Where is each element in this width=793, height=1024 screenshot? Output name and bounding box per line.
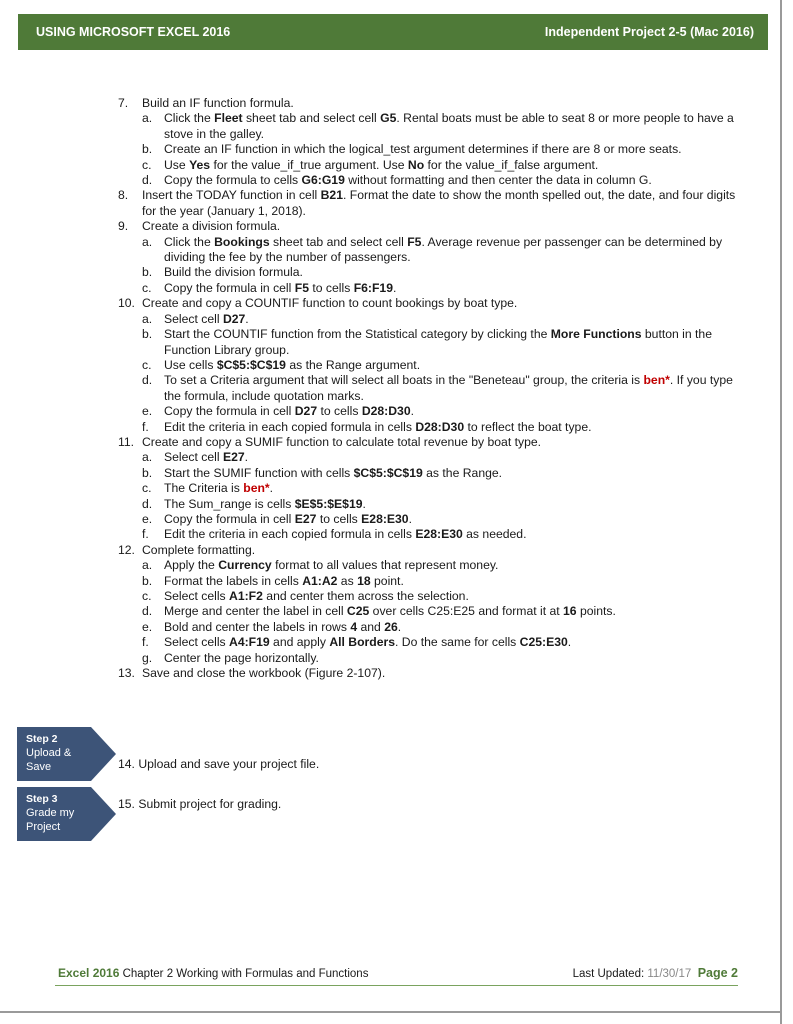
- text-run: Copy the formula in cell: [164, 511, 295, 526]
- text-run: points.: [576, 604, 616, 619]
- text-run: . Format the date to show the month spelled out, the date, and four digits for the year (January 1, 2018).: [142, 188, 736, 218]
- step-2-item: 14. Upload and save your project file.: [118, 757, 320, 771]
- emphasized-term: D28:D30: [361, 404, 411, 419]
- text-run: Center the page horizontally.: [164, 650, 319, 665]
- sub-step-text: [118, 604, 743, 619]
- sub-step-letter: d.: [142, 173, 153, 188]
- sub-step-text: [118, 466, 743, 481]
- sub-step: [118, 604, 743, 619]
- text-run: Click the: [164, 111, 215, 126]
- step-3-label-line1: Grade my: [26, 807, 75, 819]
- emphasized-term: ben*: [643, 373, 670, 388]
- step-3-badge: [17, 787, 116, 841]
- emphasized-term: More Functions: [550, 327, 642, 342]
- sub-step-text: [118, 142, 743, 157]
- text-run: for the value_if_false argument.: [424, 157, 599, 172]
- text-run: without formatting and then center the data in column G.: [344, 173, 652, 188]
- item-number: 8.: [118, 188, 129, 203]
- text-run: sheet tab and select cell: [269, 234, 408, 249]
- text-run: The Sum_range is cells: [164, 496, 295, 511]
- text-run: Start the SUMIF function with cells: [164, 465, 354, 480]
- sub-step-letter: a.: [142, 111, 153, 126]
- text-run: Edit the criteria in each copied formula in cells: [164, 527, 416, 542]
- text-run: .: [397, 619, 402, 634]
- text-run: .: [410, 404, 414, 419]
- sub-step: [118, 497, 743, 512]
- sub-step-text: [118, 420, 743, 435]
- text-run: Use cells: [164, 357, 217, 372]
- emphasized-term: E27: [222, 450, 245, 465]
- text-run: Format the labels in cells: [164, 573, 303, 588]
- text-run: .: [567, 635, 572, 650]
- sub-step-letter: d.: [142, 373, 153, 388]
- emphasized-term: F5: [407, 234, 422, 249]
- instruction-item: [118, 219, 743, 234]
- text-run: .: [362, 496, 366, 511]
- sub-step-letter: e.: [142, 404, 153, 419]
- emphasized-term: G5: [380, 111, 397, 126]
- sub-step-text: [118, 235, 743, 266]
- sub-step: [118, 358, 743, 373]
- text-run: to cells: [316, 511, 362, 526]
- sub-step: [118, 265, 743, 280]
- item-number: 11.: [118, 434, 135, 449]
- sub-step: [118, 527, 743, 542]
- sub-step: [118, 481, 743, 496]
- text-run: and center them across the selection.: [262, 589, 469, 603]
- sub-step-letter: a.: [142, 450, 153, 465]
- sub-step-text: [118, 358, 743, 373]
- step-2-badge: [17, 727, 116, 781]
- emphasized-term: 4: [350, 619, 358, 634]
- sub-step-letter: a.: [142, 234, 153, 249]
- emphasized-term: G6:G19: [301, 173, 345, 188]
- footer-left: [58, 966, 368, 980]
- emphasized-term: D27: [222, 311, 246, 326]
- emphasized-term: 16: [563, 604, 577, 619]
- text-run: as: [337, 573, 358, 588]
- emphasized-term: $C$5:$C$19: [353, 465, 423, 480]
- emphasized-term: 26: [384, 619, 398, 634]
- sub-step-text: [118, 312, 743, 327]
- sub-step-text: [118, 589, 743, 604]
- sub-step-letter: c.: [142, 280, 152, 295]
- emphasized-term: C25: [346, 604, 370, 619]
- sub-step-letter: b.: [142, 265, 153, 280]
- item-text: Create and copy a SUMIF function to calculate total revenue by boat type.: [142, 434, 542, 449]
- step-3-item: 15. Submit project for grading.: [118, 797, 282, 811]
- text-run: Select cells: [164, 589, 230, 603]
- header-project: Independent Project 2-5 (Mac 2016): [544, 25, 754, 39]
- text-run: over cells C25:E25 and format it at: [369, 604, 564, 619]
- sub-step-text: [118, 327, 743, 358]
- sub-step-letter: b.: [142, 573, 153, 588]
- item-number: 9.: [118, 219, 129, 234]
- text-run: Create an IF function in which the logical_test argument determines if there are 8 or more seats.: [164, 142, 682, 157]
- sub-step-text: [118, 373, 743, 404]
- emphasized-term: A4:F19: [229, 635, 270, 650]
- text-run: to cells: [317, 404, 362, 419]
- text-run: Insert the TODAY function in cell: [142, 188, 321, 203]
- sub-step-text: [118, 158, 743, 173]
- page-footer: [58, 966, 738, 980]
- item-text: Create and copy a COUNTIF function to count bookings by boat type.: [142, 296, 518, 311]
- text-run: Apply the: [164, 558, 219, 573]
- emphasized-term: C25:E30: [519, 635, 568, 650]
- text-run: . Rental boats must be able to seat 8 or more people to have a stove in the galley.: [164, 111, 734, 141]
- emphasized-term: Currency: [218, 558, 272, 573]
- sub-step: [118, 466, 743, 481]
- emphasized-term: All Borders: [329, 635, 396, 650]
- sub-step: [118, 173, 743, 188]
- text-run: and: [357, 619, 385, 634]
- emphasized-term: 18: [357, 573, 371, 588]
- sub-step-text: [118, 173, 743, 188]
- sub-step-letter: d.: [142, 604, 153, 619]
- sub-step: [118, 620, 743, 635]
- step-3-title: Step 3: [26, 793, 58, 805]
- sub-step: [118, 281, 743, 296]
- sub-step-text: [118, 620, 743, 635]
- text-run: To set a Criteria argument that will select all boats in the "Beneteau" group, the criteria is: [164, 373, 644, 388]
- sub-step: [118, 373, 743, 404]
- text-run: .: [245, 311, 249, 326]
- sub-step-text: [118, 497, 743, 512]
- text-run: and apply: [269, 635, 330, 650]
- instruction-item: [118, 96, 743, 111]
- sub-step-text: [118, 574, 743, 589]
- sub-step: [118, 158, 743, 173]
- text-run: Copy the formula to cells: [164, 173, 302, 188]
- emphasized-term: Fleet: [214, 111, 243, 126]
- sub-step-letter: c.: [142, 157, 152, 172]
- sub-step: [118, 512, 743, 527]
- text-run: Edit the criteria in each copied formula in cells: [164, 419, 416, 434]
- text-run: . Average revenue per passenger can be determined by dividing the fee by the number of passengers.: [164, 234, 723, 265]
- item-text: Complete formatting.: [142, 542, 256, 557]
- text-run: Bold and center the labels in rows: [164, 619, 351, 634]
- sub-step: [118, 235, 743, 266]
- text-run: .: [393, 280, 397, 295]
- step-2-label-line1: Upload &: [26, 747, 72, 759]
- sub-step: [118, 111, 743, 142]
- footer-course: Excel 2016: [58, 966, 120, 980]
- sub-step: [118, 420, 743, 435]
- instruction-item: [118, 435, 743, 450]
- emphasized-term: Bookings: [214, 234, 270, 249]
- emphasized-term: F6:F19: [353, 280, 393, 295]
- item-text: Build an IF function formula.: [142, 96, 294, 110]
- sub-step-letter: a.: [142, 558, 153, 573]
- sub-step-letter: c.: [142, 481, 152, 496]
- text-run: to cells: [308, 280, 354, 295]
- sub-step-letter: g.: [142, 650, 153, 665]
- sub-step-text: [118, 558, 743, 573]
- emphasized-term: $E$5:$E$19: [294, 496, 363, 511]
- sub-step-letter: c.: [142, 357, 152, 372]
- sub-step-letter: b.: [142, 142, 153, 157]
- emphasized-term: $C$5:$C$19: [216, 357, 286, 372]
- sub-step-text: [118, 651, 743, 666]
- text-run: Merge and center the label in cell: [164, 604, 347, 619]
- emphasized-term: F5: [294, 280, 309, 295]
- footer-chapter: Chapter 2 Working with Formulas and Functions: [119, 968, 369, 980]
- header-title: USING MICROSOFT EXCEL 2016: [36, 25, 231, 39]
- page-border-bottom: [0, 1011, 782, 1013]
- emphasized-term: E28:E30: [415, 527, 463, 542]
- emphasized-term: D27: [294, 404, 318, 419]
- sub-step-letter: c.: [142, 589, 152, 603]
- sub-step-text: [118, 404, 743, 419]
- emphasized-term: E27: [294, 511, 317, 526]
- sub-step-text: [118, 111, 743, 142]
- sub-step: [118, 589, 743, 604]
- item-text: Save and close the workbook (Figure 2-107).: [142, 666, 386, 681]
- text-run: . If you type the formula, include quotation marks.: [164, 373, 733, 403]
- sub-step: [118, 558, 743, 573]
- text-run: as the Range.: [422, 465, 503, 480]
- item-number: 10.: [118, 296, 135, 311]
- emphasized-term: A1:F2: [229, 589, 263, 603]
- instruction-item: [118, 666, 743, 681]
- text-run: The Criteria is: [164, 481, 244, 496]
- emphasized-term: Yes: [189, 157, 211, 172]
- text-run: Use: [164, 157, 190, 172]
- sub-step-letter: a.: [142, 311, 153, 326]
- instruction-list: [118, 96, 743, 681]
- text-run: as the Range argument.: [285, 357, 421, 372]
- page-header: [18, 14, 768, 50]
- text-run: Select cells: [164, 635, 230, 650]
- text-run: Click the: [164, 234, 215, 249]
- footer-updated-date: 11/30/17: [647, 968, 692, 980]
- page-border-right: [780, 0, 782, 1024]
- sub-step-text: [118, 265, 743, 280]
- text-run: Build the division formula.: [164, 265, 303, 280]
- sub-step-text: [118, 281, 743, 296]
- sub-step: [118, 450, 743, 465]
- step-3-label-line2: Project: [26, 821, 61, 833]
- text-run: Copy the formula in cell: [164, 404, 295, 419]
- sub-step: [118, 327, 743, 358]
- text-run: for the value_if_true argument. Use: [210, 157, 408, 172]
- text-run: Start the COUNTIF function from the Statistical category by clicking the: [164, 327, 551, 342]
- emphasized-term: No: [407, 157, 425, 172]
- text-run: to reflect the boat type.: [464, 419, 592, 434]
- sub-step-text: [118, 512, 743, 527]
- sub-step: [118, 404, 743, 419]
- sub-step-text: [118, 481, 743, 496]
- sub-step-text: [118, 635, 743, 650]
- text-run: Select cell: [164, 311, 223, 326]
- emphasized-term: D28:D30: [415, 419, 465, 434]
- sub-step-letter: e.: [142, 619, 153, 634]
- text-run: Copy the formula in cell: [164, 280, 295, 295]
- sub-step: [118, 651, 743, 666]
- text-run: .: [269, 481, 274, 496]
- sub-step-letter: e.: [142, 511, 153, 526]
- text-run: sheet tab and select cell: [242, 111, 381, 126]
- emphasized-term: ben*: [243, 481, 270, 496]
- sub-step-letter: f.: [142, 419, 149, 434]
- text-run: as needed.: [462, 527, 527, 542]
- footer-rule: [55, 985, 738, 986]
- instruction-item: [118, 188, 743, 219]
- text-run: Select cell: [164, 450, 223, 465]
- sub-step-letter: d.: [142, 496, 153, 511]
- item-number: 12.: [118, 542, 135, 557]
- sub-step: [118, 635, 743, 650]
- text-run: button in the Function Library group.: [164, 327, 712, 357]
- footer-page-number: Page 2: [697, 966, 738, 980]
- sub-step-letter: b.: [142, 327, 153, 342]
- item-number: 13.: [118, 666, 135, 681]
- instruction-item: [118, 296, 743, 311]
- step-2-label-line2: Save: [26, 761, 52, 773]
- step-2-title: Step 2: [26, 733, 58, 745]
- sub-step-text: [118, 527, 743, 542]
- emphasized-term: A1:A2: [302, 573, 338, 588]
- item-text: Create a division formula.: [142, 219, 281, 234]
- text-run: . Do the same for cells: [395, 635, 520, 650]
- sub-step: [118, 312, 743, 327]
- sub-step-letter: f.: [142, 527, 149, 542]
- instruction-item: [118, 543, 743, 558]
- text-run: .: [408, 511, 412, 526]
- text-run: .: [244, 450, 249, 465]
- text-run: point.: [370, 573, 404, 588]
- sub-step-letter: b.: [142, 465, 153, 480]
- text-run: format to all values that represent money.: [271, 558, 499, 573]
- item-number: 7.: [118, 96, 129, 110]
- item-text: [118, 188, 743, 219]
- emphasized-term: B21: [320, 188, 343, 203]
- sub-step: [118, 142, 743, 157]
- footer-right: [573, 966, 738, 980]
- sub-step: [118, 574, 743, 589]
- sub-step-letter: f.: [142, 635, 149, 650]
- emphasized-term: E28:E30: [361, 511, 409, 526]
- footer-updated-label: Last Updated:: [572, 968, 648, 980]
- sub-step-text: [118, 450, 743, 465]
